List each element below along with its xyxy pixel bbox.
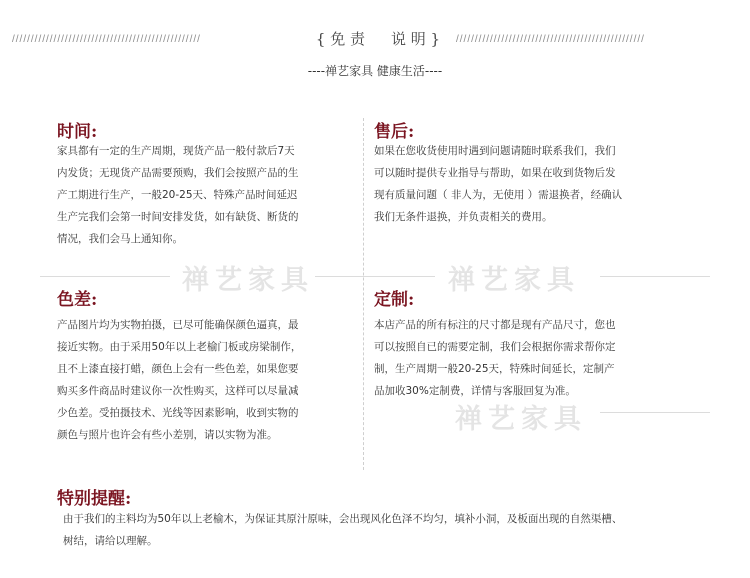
decorative-slash-line-left: //////////////////////////////////////////////////	[12, 34, 201, 45]
text-line: 接近实物。由于采用50年以上老榆门板或房梁制作，	[57, 341, 302, 353]
section-title-custom: 定制:	[374, 290, 415, 310]
section-body-notice	[63, 508, 622, 552]
text-line: 品加收30%定制费，详情与客服回复为准。	[374, 385, 576, 397]
divider-right-2	[600, 412, 710, 413]
text-line: 家具都有一定的生产周期，现货产品一般付款后7天	[57, 145, 295, 157]
text-line: 我们无条件退换，并负责相关的费用。	[374, 211, 553, 223]
divider-right-1	[600, 276, 710, 277]
vertical-divider	[363, 118, 364, 470]
text-line: 现有质量问题（ 非人为，无使用 ）需退换者，经确认	[374, 189, 623, 201]
text-line: 可以按照自已的需要定制，我们会根据你需求帮你定	[374, 341, 616, 353]
section-title-notice: 特别提醒:	[57, 489, 132, 509]
page-title	[300, 28, 456, 49]
text-line: 产品图片均为实物拍摄，已尽可能确保颜色逼真，最	[57, 319, 299, 331]
text-line: 内发货；无现货产品需要预购，我们会按照产品的生	[57, 167, 299, 179]
brand-slogan: ----禅艺家具 健康生活----	[307, 64, 443, 78]
text-line: 少色差。受拍摄技术、光线等因素影响，收到实物的	[57, 407, 299, 419]
decorative-slash-line-right: //////////////////////////////////////////////////	[456, 34, 645, 45]
watermark-center-left: 禅艺家具	[182, 265, 314, 296]
section-body-color	[57, 314, 301, 446]
section-title-time: 时间:	[57, 122, 98, 142]
text-line: 且不上漆直接打蜡，颜色上会有一些色差，如果您要	[57, 363, 299, 375]
page-title-left: { 免 责	[315, 30, 365, 48]
text-line: 如果在您收货使用时遇到问题请随时联系我们，我们	[374, 145, 616, 157]
section-body-aftersale	[374, 140, 622, 228]
section-title-aftersale: 售后:	[374, 122, 415, 142]
page-title-right: 说 明 }	[391, 30, 441, 48]
text-line: 产工期进行生产，一般20-25天、特殊产品时间延迟	[57, 189, 298, 201]
text-line: 本店产品的所有标注的尺寸都是现有产品尺寸，您也	[374, 319, 616, 331]
watermark-center-right: 禅艺家具	[448, 265, 580, 296]
text-line: 情况，我们会马上通知你。	[57, 233, 183, 245]
text-line: 树结，请给以理解。	[63, 535, 158, 547]
divider-left-1	[40, 276, 170, 277]
section-body-time	[57, 140, 299, 250]
text-line: 颜色与照片也许会有些小差别，请以实物为准。	[57, 429, 278, 441]
section-body-custom	[374, 314, 616, 402]
text-line: 购买多件商品时建议你一次性购买，这样可以尽量减	[57, 385, 299, 397]
text-line: 由于我们的主料均为50年以上老榆木，为保证其原汁原味，会出现风化色泽不均匀，填补小洞，及板面出现的自然渠槽、	[63, 513, 623, 525]
text-line: 制，生产周期一般20-25天，特殊时间延长，定制产	[374, 363, 615, 375]
watermark-lower-right: 禅艺家具	[455, 404, 587, 435]
section-title-color: 色差:	[57, 290, 98, 310]
text-line: 生产完我们会第一时间安排发货，如有缺货、断货的	[57, 211, 299, 223]
text-line: 可以随时提供专业指导与帮助，如果在收到货物后发	[374, 167, 616, 179]
divider-mid-1	[315, 276, 435, 277]
